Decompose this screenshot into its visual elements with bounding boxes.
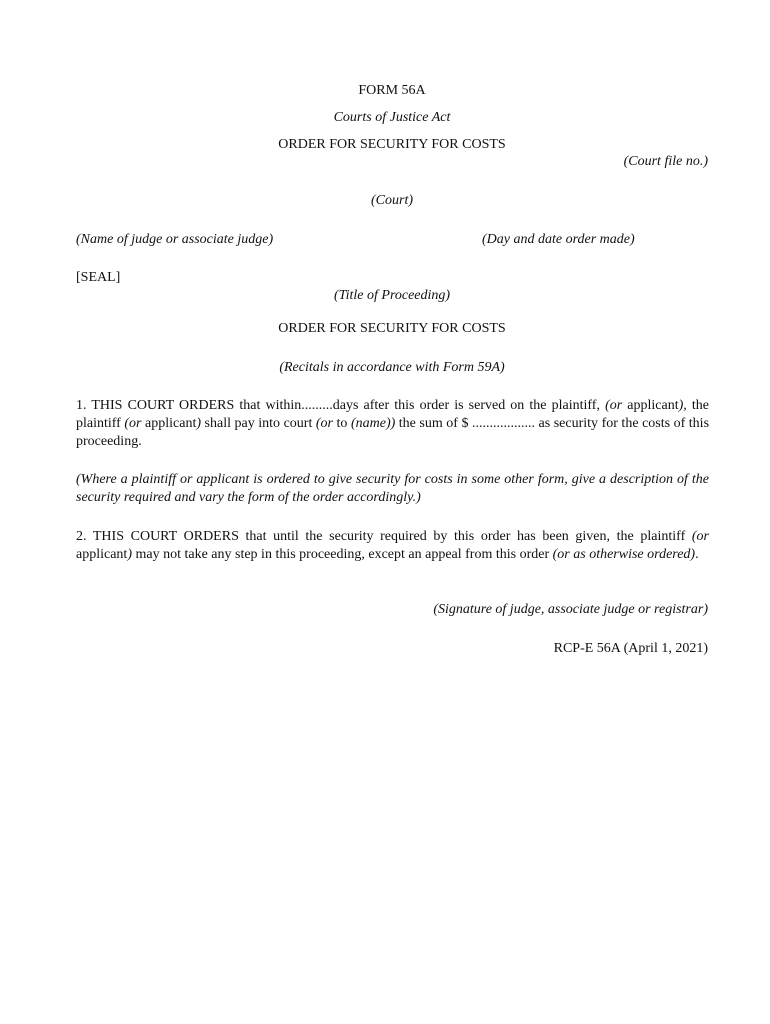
para1-italic: ), <box>678 398 687 413</box>
court-name: (Court) <box>371 193 413 208</box>
para1-text: to <box>333 416 351 431</box>
order-paragraph-2 <box>76 528 709 564</box>
para1-italic: (name)) <box>350 416 396 431</box>
para1-text: shall pay into court <box>201 416 316 431</box>
para1-text: the sum of $ .................. as security for the costs of this proceeding. <box>76 416 710 449</box>
para1-text: 1. THIS COURT ORDERS that within.........days after this order is served on the plaintiff, <box>76 398 606 413</box>
para2-italic: ) <box>127 547 132 562</box>
order-title: ORDER FOR SECURITY FOR COSTS <box>278 321 506 336</box>
para2-italic: (or <box>691 529 709 544</box>
form-number: FORM 56A <box>358 83 426 98</box>
para2-text: may not take any step in this proceeding, except an appeal from this order <box>131 547 553 562</box>
court-file-number: (Court file no.) <box>623 154 708 169</box>
recitals-note: (Recitals in accordance with Form 59A) <box>279 360 505 375</box>
order-date: (Day and date order made) <box>482 232 635 247</box>
para2-italic: (or as otherwise ordered) <box>552 547 696 562</box>
seal: [SEAL] <box>76 270 121 285</box>
instruction-note: (Where a plaintiff or applicant is ordered to give security for costs in some other form, give a description of the security required and vary the form of the order accordingly.) <box>76 472 709 505</box>
form-code: RCP-E 56A (April 1, 2021) <box>553 641 708 656</box>
para1-text: applicant <box>141 416 197 431</box>
form-title: ORDER FOR SECURITY FOR COSTS <box>278 137 506 152</box>
order-paragraph-1 <box>76 397 709 451</box>
proceeding-title: (Title of Proceeding) <box>333 288 451 303</box>
judge-name: (Name of judge or associate judge) <box>76 232 274 247</box>
para2-text: applicant <box>76 547 128 562</box>
para1-text: applicant <box>622 398 679 413</box>
para1-text: the plaintiff <box>76 398 709 431</box>
para2-text: 2. THIS COURT ORDERS that until the security required by this order has been given, the plaintiff <box>76 529 692 544</box>
para1-italic: ) <box>196 416 202 431</box>
para1-italic: (or <box>124 416 142 431</box>
para2-text: . <box>695 547 699 562</box>
statute-name: Courts of Justice Act <box>333 110 451 125</box>
signature-line: (Signature of judge, associate judge or registrar) <box>433 602 708 617</box>
para1-italic: (or <box>315 416 333 431</box>
para1-italic: (or <box>605 398 623 413</box>
